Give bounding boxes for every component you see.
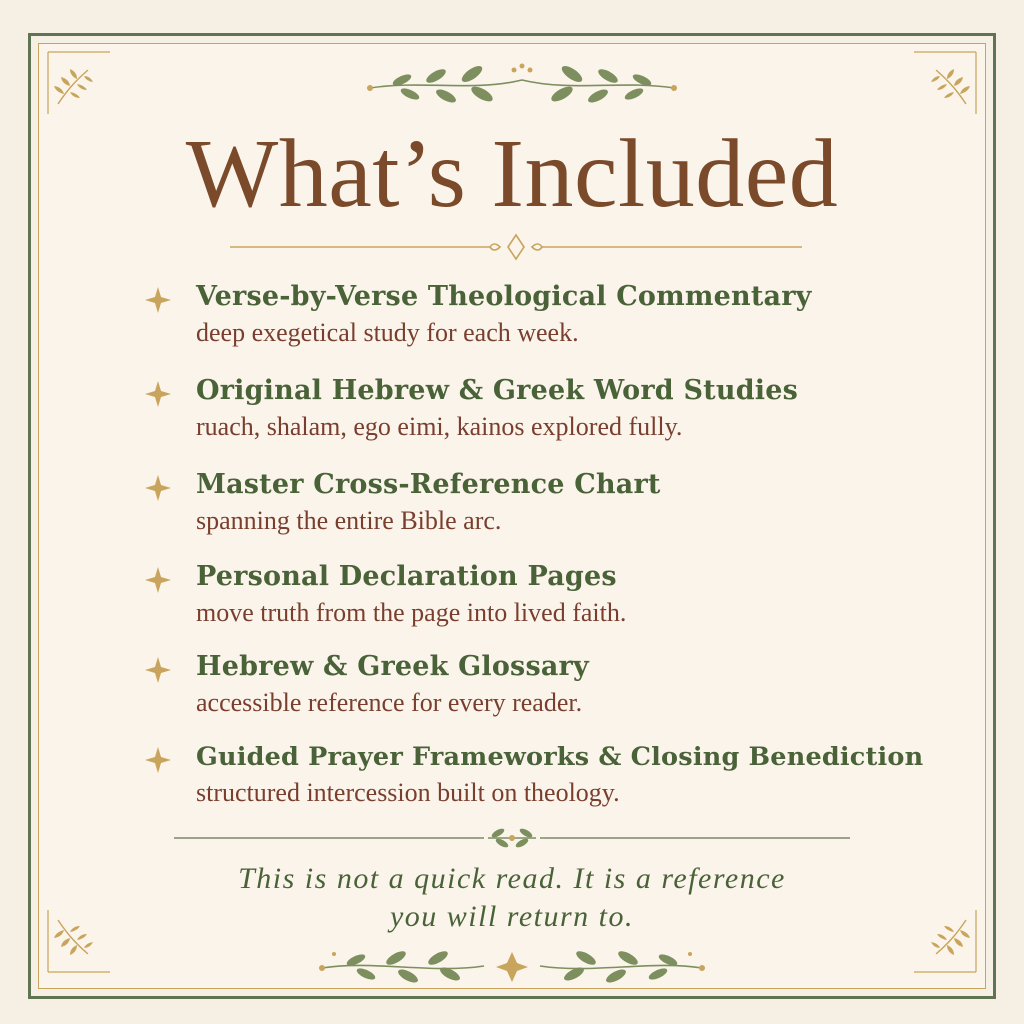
corner-sprig-icon <box>910 48 980 118</box>
item-title: Original Hebrew & Greek Word Studies <box>196 375 799 406</box>
leafy-vine-icon <box>362 58 682 110</box>
list-item <box>140 372 940 444</box>
item-description: spanning the entire Bible arc. <box>196 506 502 535</box>
closing-statement <box>0 860 1024 936</box>
gold-star-bullet-icon <box>144 656 172 684</box>
list-item <box>140 738 940 810</box>
closing-divider <box>174 824 850 852</box>
list-item <box>140 278 940 350</box>
gold-star-bullet-icon <box>144 474 172 502</box>
item-title: Guided Prayer Frameworks & Closing Benediction <box>196 742 924 772</box>
closing-line-2: you will return to. <box>389 900 635 933</box>
item-title: Master Cross-Reference Chart <box>196 469 661 500</box>
included-list <box>140 278 940 810</box>
item-title: Verse-by-Verse Theological Commentary <box>196 281 812 312</box>
gold-star-bullet-icon <box>144 380 172 408</box>
item-title: Personal Declaration Pages <box>196 561 617 592</box>
item-description: ruach, shalam, ego eimi, kainos explored fully. <box>196 412 683 441</box>
item-description: deep exegetical study for each week. <box>196 318 579 347</box>
closing-line-1: This is not a quick read. It is a reference <box>238 862 786 895</box>
title-divider <box>230 232 802 262</box>
list-item <box>140 558 940 630</box>
item-description: move truth from the page into lived faith. <box>196 598 627 627</box>
item-description: accessible reference for every reader. <box>196 688 583 717</box>
gold-star-bullet-icon <box>144 286 172 314</box>
list-item <box>140 466 940 538</box>
leafy-vine-icon <box>312 940 712 990</box>
item-description: structured intercession built on theology. <box>196 778 620 807</box>
gold-star-bullet-icon <box>144 746 172 774</box>
item-title: Hebrew & Greek Glossary <box>196 651 589 682</box>
list-item <box>140 648 940 720</box>
gold-star-bullet-icon <box>144 566 172 594</box>
page-title: What’s Included <box>185 120 839 228</box>
corner-sprig-icon <box>44 48 114 118</box>
